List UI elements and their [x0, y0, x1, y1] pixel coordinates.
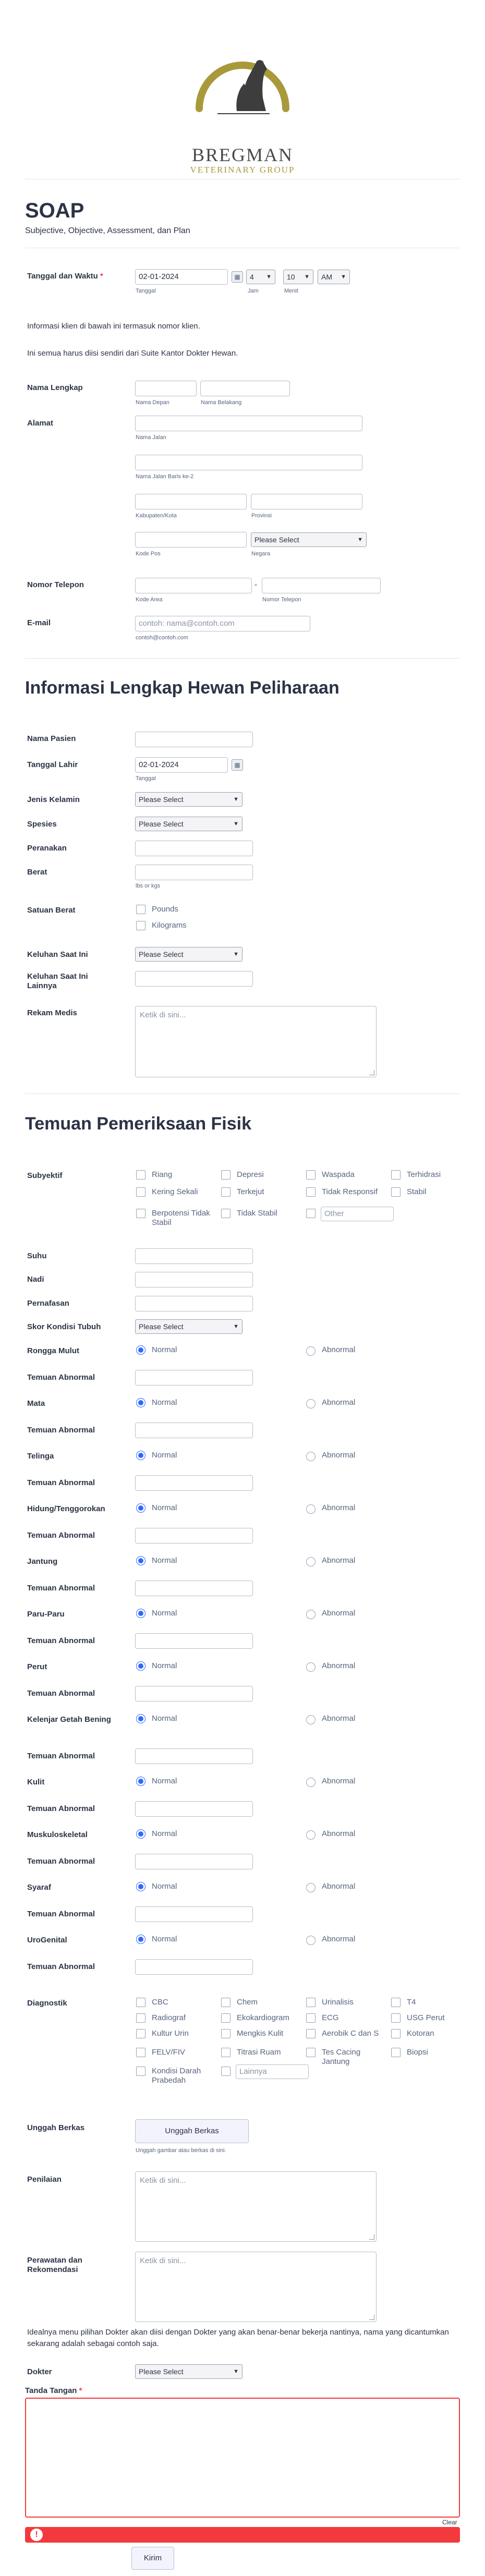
abnormal-label: Abnormal — [322, 1609, 356, 1618]
abnormal-findings-input[interactable] — [135, 1854, 253, 1869]
pounds-label: Pounds — [152, 905, 178, 914]
treatment-textarea[interactable]: Ketik di sini... — [135, 2252, 377, 2322]
normal-label: Normal — [152, 1609, 177, 1618]
phone-number-sublabel: Nomor Telepon — [262, 597, 301, 603]
subjective-checkbox[interactable] — [391, 1187, 401, 1197]
abnormal-findings-label: Temuan Abnormal — [27, 1636, 95, 1645]
subjective-checkbox[interactable] — [136, 1170, 146, 1180]
datetime-label: Tanggal dan Waktu * — [27, 272, 103, 281]
abnormal-label: Abnormal — [322, 1829, 356, 1838]
diagnostic-checkbox[interactable] — [136, 2013, 146, 2023]
diagnostic-other-checkbox[interactable] — [221, 2067, 231, 2076]
abnormal-findings-label: Temuan Abnormal — [27, 1910, 95, 1918]
assessment-label: Penilaian — [27, 2175, 62, 2184]
diagnostic-option-label: Titrasi Ruam — [237, 2048, 281, 2057]
first-name-input[interactable] — [135, 381, 197, 396]
upload-label: Unggah Berkas — [27, 2123, 85, 2132]
diagnostic-checkbox[interactable] — [221, 1998, 231, 2007]
pulse-input[interactable] — [135, 1272, 253, 1287]
normal-label: Normal — [152, 1451, 177, 1460]
diagnostic-checkbox[interactable] — [221, 2013, 231, 2023]
phone-label: Nomor Telepon — [27, 580, 84, 589]
diagnostic-option-label: Urinalisis — [322, 1998, 354, 2007]
subjective-checkbox[interactable] — [306, 1187, 316, 1197]
diagnostic-checkbox[interactable] — [391, 1998, 401, 2007]
abnormal-findings-input[interactable] — [135, 1959, 253, 1975]
temperature-label: Suhu — [27, 1251, 47, 1260]
diagnostic-checkbox[interactable] — [136, 2067, 146, 2076]
diagnostic-checkbox[interactable] — [306, 2029, 316, 2038]
diagnostic-option-label: Tes Cacing Jantung — [322, 2048, 361, 2066]
diagnostic-option-label: Kotoran — [407, 2029, 434, 2038]
submit-button[interactable]: Kirim — [131, 2547, 174, 2570]
normal-label: Normal — [152, 1714, 177, 1723]
subjective-other-input[interactable]: Other — [321, 1207, 394, 1221]
street-sublabel: Nama Jalan — [136, 434, 166, 441]
diagnostic-checkbox[interactable] — [221, 2029, 231, 2038]
abnormal-findings-input[interactable] — [135, 1423, 253, 1438]
subjective-option-label: Berpotensi Tidak Stabil — [152, 1209, 210, 1227]
date-sublabel: Tanggal — [136, 288, 156, 294]
system-label: Mata — [27, 1399, 45, 1408]
medical-record-textarea[interactable]: Ketik di sini... — [135, 1006, 377, 1077]
abnormal-radio[interactable] — [306, 1399, 316, 1408]
diagnostic-checkbox[interactable] — [306, 2013, 316, 2023]
resize-grip-icon[interactable] — [369, 1070, 374, 1075]
abnormal-label: Abnormal — [322, 1556, 356, 1565]
abnormal-radio[interactable] — [306, 1662, 316, 1672]
diagnostic-checkbox[interactable] — [136, 1998, 146, 2007]
normal-label: Normal — [152, 1398, 177, 1407]
abnormal-findings-label: Temuan Abnormal — [27, 1478, 95, 1487]
city-sublabel: Kabupaten/Kota — [136, 513, 177, 519]
brand-name: BREGMAN — [191, 144, 294, 165]
abnormal-label: Abnormal — [322, 1503, 356, 1512]
abnormal-findings-label: Temuan Abnormal — [27, 1584, 95, 1593]
normal-radio[interactable] — [136, 1345, 146, 1355]
country-select[interactable]: Please Select ▼ — [251, 532, 367, 547]
subjective-checkbox[interactable] — [136, 1187, 146, 1197]
weight-sublabel: lbs or kgs — [136, 883, 161, 889]
diagnostic-option-label: Chem — [237, 1998, 258, 2007]
pet-name-input[interactable] — [135, 732, 253, 747]
diagnostic-option-label: Kondisi Darah Prabedah — [152, 2067, 201, 2085]
abnormal-findings-input[interactable] — [135, 1633, 253, 1649]
subjective-option-label: Terhidrasi — [407, 1170, 441, 1179]
normal-label: Normal — [152, 1935, 177, 1943]
abnormal-label: Abnormal — [322, 1398, 356, 1407]
resize-grip-icon[interactable] — [369, 2315, 374, 2320]
complaint-other-input[interactable] — [135, 971, 253, 987]
postal-input[interactable] — [135, 532, 247, 548]
breed-input[interactable] — [135, 841, 253, 856]
diagnostic-option-label: ECG — [322, 2013, 339, 2022]
abnormal-findings-label: Temuan Abnormal — [27, 1962, 95, 1971]
email-label: E-mail — [27, 618, 51, 627]
sex-label: Jenis Kelamin — [27, 795, 80, 804]
kilograms-label: Kilograms — [152, 921, 187, 930]
medical-record-label: Rekam Medis — [27, 1008, 77, 1017]
system-label: Hidung/Tenggorokan — [27, 1504, 105, 1513]
doctor-note: Idealnya menu pilihan Dokter akan diisi dengan Dokter yang akan benar-benar bekerja nantinya, nama yang dicantumkan sekarang adalah sebagai contoh saja. — [27, 2328, 449, 2348]
treatment-label: Perawatan dan Rekomendasi — [27, 2256, 82, 2274]
abnormal-findings-input[interactable] — [135, 1906, 253, 1922]
subjective-checkbox[interactable] — [221, 1170, 231, 1180]
signature-pad[interactable] — [25, 2398, 460, 2518]
sex-select[interactable]: Please Select ▼ — [135, 792, 242, 807]
email-input[interactable]: contoh: nama@contoh.com — [135, 616, 310, 631]
weight-unit-label: Satuan Berat — [27, 906, 76, 915]
normal-radio[interactable] — [136, 1398, 146, 1407]
province-sublabel: Provinsi — [251, 513, 272, 519]
respiration-input[interactable] — [135, 1296, 253, 1311]
country-sublabel: Negara — [251, 551, 271, 557]
email-sublabel: contoh@contoh.com — [136, 635, 189, 641]
error-icon: ! — [30, 2529, 43, 2541]
province-input[interactable] — [251, 494, 362, 509]
divider — [25, 658, 460, 659]
brand-subtitle: VETERINARY GROUP — [190, 165, 295, 175]
diagnostic-checkbox[interactable] — [136, 2029, 146, 2038]
complaint-select[interactable]: Please Select ▼ — [135, 947, 242, 962]
subjective-option-label: Riang — [152, 1170, 173, 1179]
info-text-2: Ini semua harus diisi sendiri dari Suite Kantor Dokter Hewan. — [27, 349, 238, 358]
dob-sublabel: Tanggal — [136, 775, 156, 782]
page-title: SOAP — [25, 199, 84, 222]
abnormal-findings-label: Temuan Abnormal — [27, 1426, 95, 1435]
last-name-input[interactable] — [200, 381, 290, 396]
normal-radio[interactable] — [136, 1714, 146, 1723]
area-code-input[interactable] — [135, 578, 252, 593]
complaint-other-label: Keluhan Saat Ini Lainnya — [27, 972, 88, 990]
pet-name-label: Nama Pasien — [27, 734, 76, 743]
normal-label: Normal — [152, 1661, 177, 1670]
abnormal-findings-input[interactable] — [135, 1686, 253, 1702]
abnormal-label: Abnormal — [322, 1661, 356, 1670]
phone-dash: - — [254, 580, 257, 589]
abnormal-findings-input[interactable] — [135, 1581, 253, 1596]
diagnostic-checkbox[interactable] — [391, 2013, 401, 2023]
signature-label: Tanda Tangan * — [25, 2386, 82, 2395]
city-input[interactable] — [135, 494, 247, 509]
diagnostic-checkbox[interactable] — [136, 2048, 146, 2057]
subjective-option-label: Tidak Stabil — [237, 1209, 277, 1218]
subjective-checkbox[interactable] — [306, 1170, 316, 1180]
normal-radio[interactable] — [136, 1556, 146, 1565]
area-code-sublabel: Kode Area — [136, 597, 163, 603]
abnormal-radio[interactable] — [306, 1715, 316, 1724]
normal-radio[interactable] — [136, 1609, 146, 1618]
normal-radio[interactable] — [136, 1451, 146, 1460]
page-subtitle: Subjective, Objective, Assessment, dan Plan — [25, 226, 190, 235]
subjective-checkbox[interactable] — [391, 1170, 401, 1180]
normal-radio[interactable] — [136, 1661, 146, 1671]
subjective-checkbox[interactable] — [136, 1209, 146, 1218]
exam-section-title: Temuan Pemeriksaan Fisik — [25, 1114, 252, 1134]
calendar-icon[interactable]: ▦ — [232, 759, 243, 771]
resize-grip-icon[interactable] — [369, 2234, 374, 2240]
system-label: Muskuloskeletal — [27, 1830, 88, 1839]
system-label: Kulit — [27, 1778, 45, 1787]
complaint-label: Keluhan Saat Ini — [27, 950, 88, 959]
normal-radio[interactable] — [136, 1777, 146, 1786]
system-label: Perut — [27, 1662, 47, 1671]
system-label: Jantung — [27, 1557, 58, 1566]
ampm-select[interactable]: AM ▼ — [318, 270, 350, 284]
diagnostic-option-label: CBC — [152, 1998, 168, 2007]
abnormal-radio[interactable] — [306, 1883, 316, 1892]
pounds-checkbox[interactable] — [136, 905, 146, 914]
weight-label: Berat — [27, 868, 47, 877]
subjective-option-label: Stabil — [407, 1187, 427, 1196]
subjective-label: Subyektif — [27, 1171, 63, 1180]
species-label: Spesies — [27, 820, 57, 829]
street2-sublabel: Nama Jalan Baris ke-2 — [136, 473, 194, 480]
diagnostic-checkbox[interactable] — [391, 2029, 401, 2038]
abnormal-label: Abnormal — [322, 1777, 356, 1785]
doctor-label: Dokter — [27, 2367, 52, 2376]
subjective-option-label: Terkejut — [237, 1187, 264, 1196]
normal-radio[interactable] — [136, 1503, 146, 1513]
normal-label: Normal — [152, 1829, 177, 1838]
normal-label: Normal — [152, 1503, 177, 1512]
diagnostic-checkbox[interactable] — [221, 2048, 231, 2057]
system-label: UroGenital — [27, 1936, 67, 1945]
abnormal-radio[interactable] — [306, 1936, 316, 1945]
system-label: Rongga Mulut — [27, 1346, 79, 1355]
normal-label: Normal — [152, 1882, 177, 1891]
abnormal-label: Abnormal — [322, 1935, 356, 1943]
bcs-select[interactable]: Please Select ▼ — [135, 1319, 242, 1334]
diagnostic-checkbox[interactable] — [306, 1998, 316, 2007]
dob-label: Tanggal Lahir — [27, 760, 78, 769]
abnormal-findings-label: Temuan Abnormal — [27, 1373, 95, 1382]
street2-input[interactable] — [135, 455, 362, 470]
abnormal-findings-label: Temuan Abnormal — [27, 1857, 95, 1866]
system-label: Telinga — [27, 1452, 54, 1461]
abnormal-findings-input[interactable] — [135, 1370, 253, 1386]
doctor-select[interactable]: Please Select ▼ — [135, 2364, 242, 2379]
normal-radio[interactable] — [136, 1829, 146, 1839]
signature-clear[interactable]: Clear — [442, 2519, 457, 2526]
postal-sublabel: Kode Pos — [136, 551, 161, 557]
bcs-label: Skor Kondisi Tubuh — [27, 1322, 101, 1331]
system-label: Paru-Paru — [27, 1610, 65, 1619]
date-input[interactable]: 02-01-2024 — [135, 269, 228, 285]
last-name-sublabel: Nama Belakang — [201, 399, 242, 406]
upload-sublabel: Unggah gambar atau berkas di sini. — [136, 2147, 226, 2154]
diagnostic-option-label: Kultur Urin — [152, 2029, 189, 2038]
name-label: Nama Lengkap — [27, 383, 83, 392]
abnormal-findings-label: Temuan Abnormal — [27, 1531, 95, 1540]
subjective-checkbox[interactable] — [221, 1187, 231, 1197]
abnormal-label: Abnormal — [322, 1714, 356, 1723]
dob-input[interactable]: 02-01-2024 — [135, 757, 228, 773]
diagnostic-option-label: FELV/FIV — [152, 2048, 185, 2057]
species-select[interactable]: Please Select ▼ — [135, 817, 242, 831]
diagnostic-option-label: T4 — [407, 1998, 416, 2007]
phone-number-input[interactable] — [262, 578, 381, 593]
system-label: Syaraf — [27, 1883, 51, 1892]
subjective-option-label: Kering Sekali — [152, 1187, 198, 1196]
diagnostic-option-label: Radiograf — [152, 2013, 186, 2022]
abnormal-label: Abnormal — [322, 1451, 356, 1460]
normal-label: Normal — [152, 1556, 177, 1565]
abnormal-radio[interactable] — [306, 1504, 316, 1514]
minute-select[interactable]: 10 ▼ — [283, 270, 313, 284]
diagnostic-checkbox[interactable] — [306, 2048, 316, 2057]
abnormal-label: Abnormal — [322, 1882, 356, 1891]
upload-button[interactable]: Unggah Berkas — [135, 2119, 249, 2143]
diagnostic-option-label: Aerobik C dan S — [322, 2029, 379, 2038]
hour-sublabel: Jam — [248, 288, 259, 294]
divider — [25, 1093, 460, 1094]
abnormal-findings-label: Temuan Abnormal — [27, 1752, 95, 1760]
abnormal-radio[interactable] — [306, 1557, 316, 1566]
info-text-1: Informasi klien di bawah ini termasuk nomor klien. — [27, 322, 200, 331]
diagnostic-option-label: Biopsi — [407, 2048, 428, 2057]
abnormal-label: Abnormal — [322, 1345, 356, 1354]
kilograms-checkbox[interactable] — [136, 921, 146, 930]
respiration-label: Pernafasan — [27, 1299, 69, 1308]
other-checkbox[interactable] — [306, 1209, 316, 1218]
pulse-label: Nadi — [27, 1275, 44, 1284]
abnormal-radio[interactable] — [306, 1830, 316, 1840]
subjective-option-label: Tidak Responsif — [322, 1187, 378, 1196]
pet-section-title: Informasi Lengkap Hewan Peliharaan — [25, 678, 340, 698]
abnormal-radio[interactable] — [306, 1778, 316, 1787]
diagnostic-checkbox[interactable] — [391, 2048, 401, 2057]
abnormal-findings-input[interactable] — [135, 1801, 253, 1817]
normal-radio[interactable] — [136, 1882, 146, 1891]
hour-select[interactable]: 4 ▼ — [246, 270, 275, 284]
address-label: Alamat — [27, 419, 54, 428]
abnormal-findings-label: Temuan Abnormal — [27, 1689, 95, 1698]
abnormal-findings-input[interactable] — [135, 1528, 253, 1544]
abnormal-radio[interactable] — [306, 1346, 316, 1356]
dog-cat-logo-icon — [178, 30, 307, 145]
subjective-checkbox[interactable] — [221, 1209, 231, 1218]
abnormal-radio[interactable] — [306, 1452, 316, 1461]
street-input[interactable] — [135, 416, 362, 431]
breed-label: Peranakan — [27, 844, 67, 853]
abnormal-radio[interactable] — [306, 1610, 316, 1619]
abnormal-findings-input[interactable] — [135, 1748, 253, 1764]
normal-radio[interactable] — [136, 1935, 146, 1944]
first-name-sublabel: Nama Depan — [136, 399, 169, 406]
diagnostic-label: Diagnostik — [27, 1999, 67, 2008]
abnormal-findings-label: Temuan Abnormal — [27, 1804, 95, 1813]
error-bar — [25, 2527, 460, 2543]
system-label: Kelenjar Getah Bening — [27, 1715, 111, 1724]
diagnostic-option-label: Ekokardiogram — [237, 2013, 289, 2022]
temperature-input[interactable] — [135, 1248, 253, 1264]
assessment-textarea[interactable]: Ketik di sini... — [135, 2171, 377, 2242]
subjective-option-label: Waspada — [322, 1170, 355, 1179]
bregman-logo — [178, 30, 307, 175]
weight-input[interactable] — [135, 865, 253, 880]
abnormal-findings-input[interactable] — [135, 1475, 253, 1491]
minute-sublabel: Menit — [284, 288, 298, 294]
calendar-icon[interactable]: ▦ — [232, 271, 243, 283]
subjective-option-label: Depresi — [237, 1170, 264, 1179]
normal-label: Normal — [152, 1777, 177, 1785]
diagnostic-option-label: USG Perut — [407, 2013, 445, 2022]
diagnostic-option-label: Mengkis Kulit — [237, 2029, 284, 2038]
normal-label: Normal — [152, 1345, 177, 1354]
diagnostic-other-input[interactable]: Lainnya — [236, 2064, 309, 2079]
